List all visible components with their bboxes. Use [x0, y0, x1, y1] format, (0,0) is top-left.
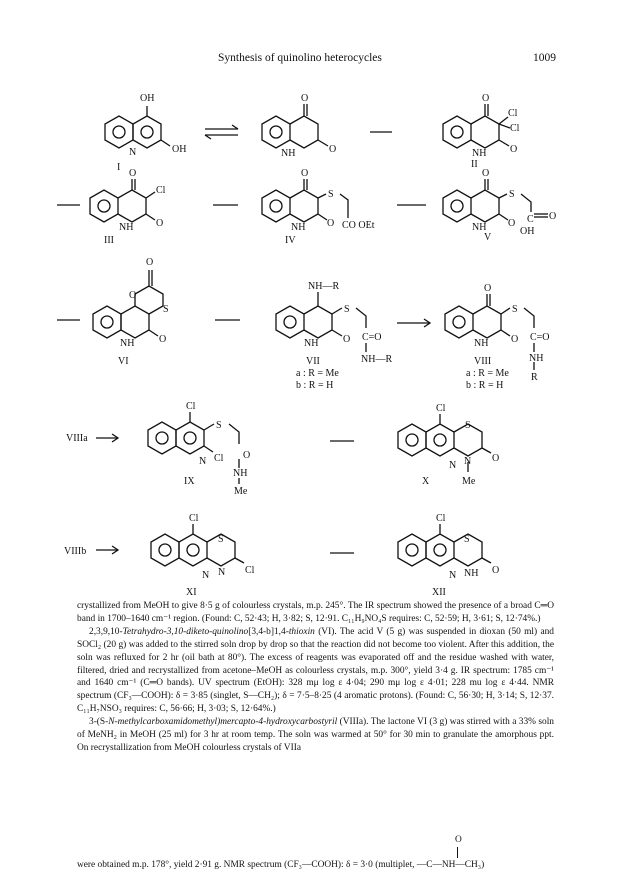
compound-iv-structure	[262, 179, 348, 222]
compound-x-structure	[398, 414, 491, 472]
c8-c-eq-o: C=O	[362, 332, 382, 343]
c10-nh: NH	[233, 468, 248, 479]
c10-cl: Cl	[214, 453, 224, 464]
reaction-arrow-7	[397, 319, 430, 327]
c6-acid-c: C	[527, 214, 534, 225]
c5-o: O	[301, 168, 309, 179]
c9-nh: NH	[474, 338, 489, 349]
p2-compound-name: Tetrahydro-3,10-diketo-quinolino	[122, 626, 249, 637]
compound-label-iv: IV	[285, 235, 296, 246]
c10-n: N	[199, 456, 207, 467]
reaction-arrow-10	[96, 546, 118, 554]
row5-start-label: VIIIb	[64, 546, 87, 557]
compound-label-ii: II	[471, 159, 478, 170]
c3-o-side: O	[510, 144, 518, 155]
p2-mid: [3,4-b]1,4-	[248, 626, 289, 637]
c8-s: S	[344, 304, 350, 315]
c13-n: N	[449, 570, 457, 581]
c9-b: b : R = H	[466, 380, 504, 391]
c1-oh-right: OH	[172, 144, 187, 155]
compound-ix-structure	[148, 412, 239, 484]
c7-s: S	[163, 304, 169, 315]
c3-cl2: Cl	[510, 123, 520, 134]
c7-o-side: O	[159, 334, 167, 345]
c4-o: O	[129, 168, 137, 179]
c6-o-side: O	[508, 218, 516, 229]
c8-nhr-bottom: NH—R	[361, 354, 393, 365]
compound-label-i: I	[117, 162, 121, 173]
c8-nhr-top: NH—R	[308, 281, 340, 292]
compound-label-viii: VIII	[474, 356, 492, 367]
p2-compound-name-2: thioxin	[288, 626, 315, 637]
compound-label-xii: XII	[432, 587, 446, 598]
compound-label-iii: III	[104, 235, 114, 246]
paragraph-1: crystallized from MeOH to give 8·5 g of colourless crystals, m.p. 245°. The IR spectrum showed the presence of a broad C═O band in 1700–1640 cm⁻¹ region. (Found: C, 52·43; H, 3·82; S, 12·91. C₁₁H₉NO₄S requires: C, 52·59; H, 3·61; S, 12·74%.)	[77, 601, 554, 624]
c12-s: S	[218, 534, 224, 545]
c11-s: S	[465, 420, 471, 431]
c13-s: S	[464, 534, 470, 545]
c6-s: S	[509, 189, 515, 200]
c6-nh: NH	[472, 222, 487, 233]
compound-xii-structure	[398, 524, 491, 566]
p3-body: (VIIIa). The lactone VI (3 g) was stirred with a 33% soln of MeNH₂ in MeOH (25 ml) for 3 hr at room temp. The soln was warmed at 50° for 30 min to granulate the amorphous ppt. On recrystallization from MeOH colourless crystals of VIIa	[77, 717, 554, 753]
c9-s: S	[512, 304, 518, 315]
experimental-text	[77, 600, 554, 755]
c4-nh: NH	[119, 222, 134, 233]
c7-o-top: O	[146, 257, 154, 268]
compound-label-x: X	[422, 476, 430, 487]
c5-s: S	[328, 189, 334, 200]
c3-nh: NH	[472, 148, 487, 159]
c11-n1: N	[449, 460, 457, 471]
c12-n2: N	[218, 567, 226, 578]
page-number: 1009	[533, 52, 556, 64]
c6-o: O	[482, 168, 490, 179]
p3-compound-name: N-methylcarboxamidomethyl)mercapto-4-hydroxycarbostyril	[108, 717, 338, 728]
compound-vii-structure	[276, 292, 366, 352]
compound-label-vii: VII	[306, 356, 320, 367]
equilibrium-arrow	[205, 125, 238, 139]
compound-label-ix: IX	[184, 476, 195, 487]
c8-b: b : R = H	[296, 380, 334, 391]
c6-acid-oh: OH	[520, 226, 535, 237]
row4-start-label: VIIIa	[66, 433, 88, 444]
c2-o: O	[301, 93, 309, 104]
c4-cl: Cl	[156, 185, 166, 196]
c8-nh: NH	[304, 338, 319, 349]
c9-c-eq-o: C=O	[530, 332, 550, 343]
c11-o: O	[492, 453, 500, 464]
p2-body: (VI). The acid V (5 g) was suspended in dioxan (50 ml) and SOCl₂ (20 g) was added to the stirred soln drop by drop so that the reaction did not become too violent. After this addition, the soln was refluxed for 2 hr (oil bath at 80°). The excess of reagents was evaporated off and the residue washed with water, filtered, dried and recrystallized from acetone–MeOH as colourless crystals, m.p. 300°, yield 3·4 g. IR spectrum: 1785 cm⁻¹ and 1640 cm⁻¹ (C═O bands). UV spectrum (EtOH): 328 mμ log ε 4·04; 290 mμ log ε 4·01; 228 mu log ε 4·44. NMR spectrum (CF₃—COOH): δ = 3·85 (singlet, S—CH₂); δ = 7·5–8·25 (4 aromatic protons). (Found: C, 56·30; H, 3·14; S, 12·37. C₁₁H₇NSO₃ requires: C, 56·66; H, 3·03; S, 12·64%.)	[77, 626, 554, 715]
c5-o-side: O	[327, 218, 335, 229]
c1-n: N	[129, 147, 137, 158]
running-title: Synthesis of quinolino heterocycles	[218, 52, 382, 64]
c9-o: O	[484, 283, 492, 294]
c5-nh: NH	[291, 222, 306, 233]
compound-iii-structure	[90, 179, 155, 222]
c11-n2: N	[464, 456, 472, 467]
c10-s: S	[216, 420, 222, 431]
c10-me: Me	[234, 486, 248, 497]
reaction-arrow-8	[96, 434, 118, 442]
compound-xi-structure	[151, 524, 244, 566]
c2-nh: NH	[281, 148, 296, 159]
compound-label-xi: XI	[186, 587, 197, 598]
c9-nh2: NH	[529, 353, 544, 364]
c13-o: O	[492, 565, 500, 576]
p2-lead: 2,3,9,10-	[89, 626, 123, 637]
c3-cl1: Cl	[508, 108, 518, 119]
carbonyl-double-bond	[457, 847, 458, 858]
c1-oh-top: OH	[140, 93, 155, 104]
c6-acid-o: O	[549, 211, 557, 222]
c4-o-side: O	[156, 218, 164, 229]
paragraph-2	[77, 626, 554, 716]
final-line: were obtained m.p. 178°, yield 2·91 g. NMR spectrum (CF₃—COOH): δ = 3·0 (multiplet, —C—NH—CH₃)	[77, 860, 485, 870]
c7-o-ring: O	[129, 290, 137, 301]
c10-o: O	[243, 450, 251, 461]
c2-o-side: O	[329, 144, 337, 155]
c7-nh: NH	[120, 338, 135, 349]
c11-me: Me	[462, 476, 476, 487]
carbonyl-oxygen-label: O	[455, 835, 462, 845]
compound-2-structure	[262, 104, 328, 148]
compound-i-structure	[105, 106, 170, 148]
c9-a: a : R = Me	[466, 368, 509, 379]
c8-a: a : R = Me	[296, 368, 339, 379]
c12-n1: N	[202, 570, 210, 581]
c13-nh: NH	[464, 568, 479, 579]
compound-vi-structure	[93, 270, 163, 338]
c5-ester: CO OEt	[342, 220, 375, 231]
c12-cl-top: Cl	[189, 513, 199, 524]
compound-label-vi: VI	[118, 356, 129, 367]
c12-cl: Cl	[245, 565, 255, 576]
c9-o-side: O	[511, 334, 519, 345]
p3-lead: 3-(S-	[89, 717, 109, 728]
compound-ii-structure	[443, 104, 510, 148]
c11-cl: Cl	[436, 403, 446, 414]
compound-label-v: V	[484, 232, 492, 243]
c9-r: R	[531, 372, 538, 383]
c13-cl: Cl	[436, 513, 446, 524]
paragraph-3	[77, 716, 554, 755]
c10-cl-top: Cl	[186, 401, 196, 412]
c8-o-side: O	[343, 334, 351, 345]
c3-o: O	[482, 93, 490, 104]
